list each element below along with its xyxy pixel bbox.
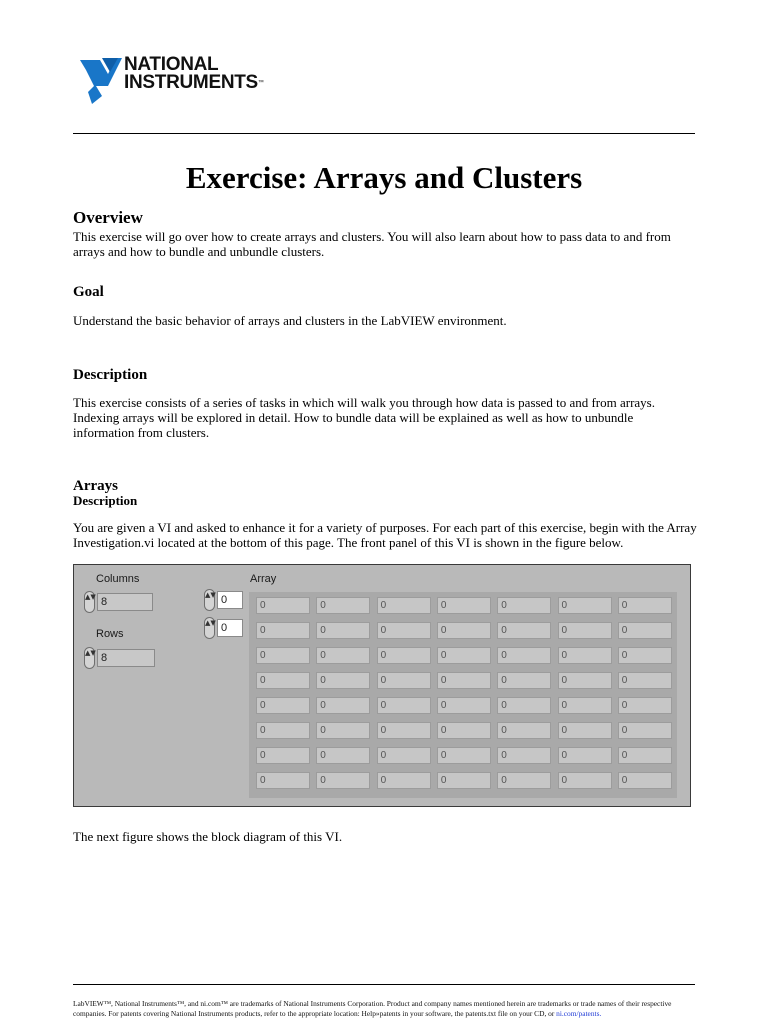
footer-text [73,999,697,1018]
row-index-value[interactable]: 0 [217,591,243,609]
array-index-row[interactable] [204,589,244,611]
columns-control[interactable] [84,591,154,613]
column-index-spinner-icon[interactable]: ▲▼ [204,617,215,639]
arrays-description-text: You are given a VI and asked to enhance it for a variety of purposes. For each part of this exercise, begin with the Array Investigation.vi located at the bottom of this page. The front panel of this VI is shown in the figure below. [73,520,697,550]
logo-trademark: ™ [257,80,264,86]
description-heading: Description [73,367,148,383]
array-cell[interactable]: 0 [316,747,370,764]
array-cell[interactable]: 0 [256,597,310,614]
array-cell[interactable]: 0 [256,722,310,739]
array-cell[interactable]: 0 [437,622,491,639]
array-cell[interactable]: 0 [316,622,370,639]
eagle-logo-icon [78,56,124,104]
array-cell[interactable]: 0 [558,647,612,664]
array-cell[interactable]: 0 [497,722,551,739]
array-label: Array [250,573,277,585]
array-cell[interactable]: 0 [497,772,551,789]
array-cell[interactable]: 0 [316,697,370,714]
array-cell[interactable]: 0 [618,672,672,689]
array-cell[interactable]: 0 [377,622,431,639]
array-cell[interactable]: 0 [377,672,431,689]
array-cell[interactable]: 0 [316,722,370,739]
page-title: Exercise: Arrays and Clusters [185,160,583,195]
array-cell[interactable]: 0 [618,622,672,639]
array-cell[interactable]: 0 [377,597,431,614]
array-cell[interactable]: 0 [497,747,551,764]
array-cell[interactable]: 0 [558,747,612,764]
array-cell[interactable]: 0 [558,697,612,714]
next-figure-text: The next figure shows the block diagram of this VI. [73,829,343,844]
array-cell[interactable]: 0 [437,747,491,764]
patents-link[interactable]: ni.com/patents. [556,1008,602,1018]
array-cell[interactable]: 0 [377,772,431,789]
array-index-column[interactable] [204,617,244,639]
array-cell[interactable]: 0 [256,622,310,639]
array-cell[interactable]: 0 [618,597,672,614]
array-cell[interactable]: 0 [437,647,491,664]
array-cell[interactable]: 0 [377,647,431,664]
array-cell[interactable]: 0 [618,697,672,714]
array-cell[interactable]: 0 [437,697,491,714]
array-cell[interactable]: 0 [256,747,310,764]
array-cell[interactable]: 0 [558,772,612,789]
overview-heading: Overview [73,208,143,227]
array-cell[interactable]: 0 [316,597,370,614]
array-cell[interactable]: 0 [256,772,310,789]
goal-text: Understand the basic behavior of arrays and clusters in the LabVIEW environment. [73,313,507,328]
array-cell[interactable]: 0 [256,672,310,689]
array-cell[interactable]: 0 [497,647,551,664]
rows-spinner-icon[interactable]: ▲▼ [84,647,95,669]
array-cell[interactable]: 0 [558,672,612,689]
array-cell[interactable]: 0 [316,672,370,689]
rows-value[interactable]: 8 [97,649,155,667]
array-cell[interactable]: 0 [497,697,551,714]
array-cell[interactable]: 0 [437,672,491,689]
array-cell[interactable]: 0 [437,597,491,614]
rows-label: Rows [96,628,124,640]
goal-heading: Goal [73,284,104,300]
array-cell[interactable]: 0 [497,622,551,639]
header-divider [73,133,695,134]
array-cell[interactable]: 0 [618,747,672,764]
description-text: This exercise consists of a series of tasks in which will walk you through how data is passed to and from arrays. Indexing arrays will be explored in detail. How to bundle data will be explained as well as how to unbundle information from clusters. [73,395,655,440]
column-index-value[interactable]: 0 [217,619,243,637]
array-cell[interactable]: 0 [316,772,370,789]
array-cell[interactable]: 0 [316,647,370,664]
array-cell[interactable]: 0 [437,722,491,739]
array-cell[interactable]: 0 [558,622,612,639]
logo-line-national: NATIONAL [124,54,219,75]
national-instruments-logo [78,54,278,106]
footer-trademark-text: LabVIEW™, National Instruments™, and ni.com™ are trademarks of National Instruments Corporation. Product and company names mentioned herein are trademarks or trade names of their respective companies. For patents covering National Instruments products, refer to the appropriate location: Help»patents in your software, the patents.txt file on your CD, or [73,999,672,1018]
columns-value[interactable]: 8 [97,593,153,611]
array-cell[interactable]: 0 [497,597,551,614]
overview-text: This exercise will go over how to create arrays and clusters. You will also learn about how to pass data to and from arrays and how to bundle and unbundle clusters. [73,229,671,259]
array-grid [249,592,677,798]
arrays-heading: Arrays [73,478,118,494]
array-cell[interactable]: 0 [377,722,431,739]
arrays-description-subheading: Description [73,493,138,508]
array-cell[interactable]: 0 [256,697,310,714]
array-cell[interactable]: 0 [497,672,551,689]
footer-divider [73,984,695,985]
array-cell[interactable]: 0 [377,697,431,714]
columns-spinner-icon[interactable]: ▲▼ [84,591,95,613]
array-cell[interactable]: 0 [256,647,310,664]
array-cell[interactable]: 0 [377,747,431,764]
array-cell[interactable]: 0 [618,647,672,664]
array-cell[interactable]: 0 [558,597,612,614]
logo-line-instruments: INSTRUMENTS [124,72,258,93]
array-cell[interactable]: 0 [558,722,612,739]
columns-label: Columns [96,573,140,585]
rows-control[interactable] [84,647,156,669]
array-cell[interactable]: 0 [437,772,491,789]
row-index-spinner-icon[interactable]: ▲▼ [204,589,215,611]
array-cell[interactable]: 0 [618,772,672,789]
labview-front-panel [73,564,691,807]
array-cell[interactable]: 0 [618,722,672,739]
